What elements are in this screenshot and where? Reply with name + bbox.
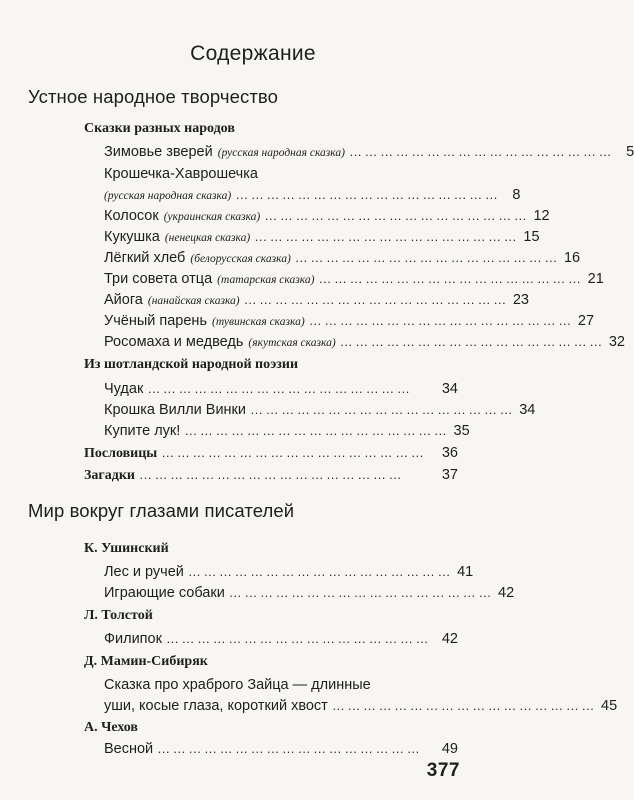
toc-entry: Лес и ручей …………………………………………… 41 (104, 564, 474, 580)
page-ref: 42 (498, 585, 515, 601)
leader-dots: …………………………………………… (254, 229, 520, 244)
toc-entry: Колосок (украинская сказка) …………………………………………… 12 (104, 208, 550, 224)
page-ref: 27 (577, 313, 595, 329)
toc-author-heading: Д. Мамин-Сибиряк (84, 654, 208, 669)
leader-dots: …………………………………………… (264, 208, 530, 223)
toc-entry: Айога (нанайская сказка) …………………………………………… 23 (104, 292, 529, 308)
leader-dots: …………………………………………… (184, 423, 450, 438)
page-ref: 15 (523, 229, 540, 245)
leader-dots: …………………………………………… (243, 292, 509, 307)
page-ref: 35 (453, 423, 470, 439)
leader-dots: …………………………………………… (348, 144, 615, 159)
toc-group-heading: Сказки разных народов (84, 121, 235, 136)
leader-dots: …………………………………………… (161, 445, 427, 460)
toc-entry: уши, косые глаза, короткий хвост …………………………………………… 45 (104, 698, 618, 714)
toc-author-heading: Л. Толстой (84, 608, 153, 623)
page-ref: 8 (512, 187, 521, 203)
leader-dots: …………………………………………… (187, 564, 454, 579)
toc-group-heading: Из шотландской народной поэзии (84, 357, 299, 372)
page-ref: 5 (626, 144, 634, 160)
page-ref: 37 (441, 467, 458, 483)
toc-entry: Чудак …………………………………………… 34 (104, 381, 458, 397)
page-ref: 42 (441, 631, 458, 647)
page-ref: 21 (587, 271, 604, 287)
leader-dots: …………………………………………… (331, 698, 598, 713)
page-ref: 34 (441, 381, 458, 397)
page-ref: 41 (457, 564, 474, 580)
toc-entry: Филипок …………………………………………… 42 (104, 631, 458, 647)
page-ref: 12 (533, 208, 550, 224)
leader-dots: …………………………………………… (308, 313, 574, 328)
toc-entry: Три совета отца (татарская сказка) …………………………………………… 21 (104, 271, 604, 287)
leader-dots: …………………………………………… (339, 334, 605, 349)
toc-entry: Лёгкий хлеб (белорусская сказка) …………………………………………… 16 (104, 250, 581, 266)
page-ref: 32 (608, 334, 625, 350)
toc-entry: Играющие собаки …………………………………………… 42 (104, 585, 515, 601)
toc-entry: Росомаха и медведь (якутская сказка) …………………………………………… 32 (104, 334, 625, 350)
toc-entry-proverbs: Пословицы …………………………………………… 36 (84, 445, 458, 461)
page-ref: 49 (441, 741, 458, 757)
toc-author-heading: А. Чехов (84, 720, 138, 735)
leader-dots: …………………………………………… (157, 741, 423, 756)
page-ref: 34 (519, 402, 536, 418)
toc-entry: (русская народная сказка) …………………………………………… 8 (104, 187, 521, 203)
toc-entry: Крошка Вилли Винки …………………………………………… 34 (104, 402, 536, 418)
toc-entry: Купите лук! …………………………………………… 35 (104, 423, 470, 439)
toc-author-heading: К. Ушинский (84, 541, 169, 556)
section-title-world-through-writers: Мир вокруг глазами писателей (28, 500, 295, 521)
leader-dots: …………………………………………… (294, 250, 560, 265)
toc-entry: Зимовье зверей (русская народная сказка) …………………………………………… 5 (104, 144, 634, 160)
leader-dots: …………………………………………… (318, 271, 584, 286)
page-title: Содержание (190, 42, 316, 65)
leader-dots: …………………………………………… (165, 631, 432, 646)
leader-dots: …………………………………………… (228, 585, 494, 600)
page-ref: 23 (512, 292, 529, 308)
page-ref: 16 (563, 250, 581, 266)
toc-entry: Учёный парень (тувинская сказка) …………………………………………… 27 (104, 313, 595, 329)
toc-entry-riddles: Загадки …………………………………………… 37 (84, 467, 458, 483)
leader-dots: …………………………………………… (235, 187, 501, 202)
page-number: 377 (426, 760, 460, 781)
toc-entry: Кукушка (ненецкая сказка) …………………………………………… 15 (104, 229, 540, 245)
toc-entry: Крошечка-Хаврошечка (104, 166, 258, 182)
section-title-oral-folk-art: Устное народное творчество (28, 86, 279, 107)
toc-entry: Весной …………………………………………… 49 (104, 741, 458, 757)
page-ref: 45 (601, 698, 618, 714)
leader-dots: …………………………………………… (250, 402, 516, 417)
leader-dots: …………………………………………… (147, 381, 413, 396)
toc-entry: Сказка про храброго Зайца — длинные (104, 677, 371, 693)
page-ref: 36 (441, 445, 458, 461)
leader-dots: …………………………………………… (138, 467, 405, 482)
